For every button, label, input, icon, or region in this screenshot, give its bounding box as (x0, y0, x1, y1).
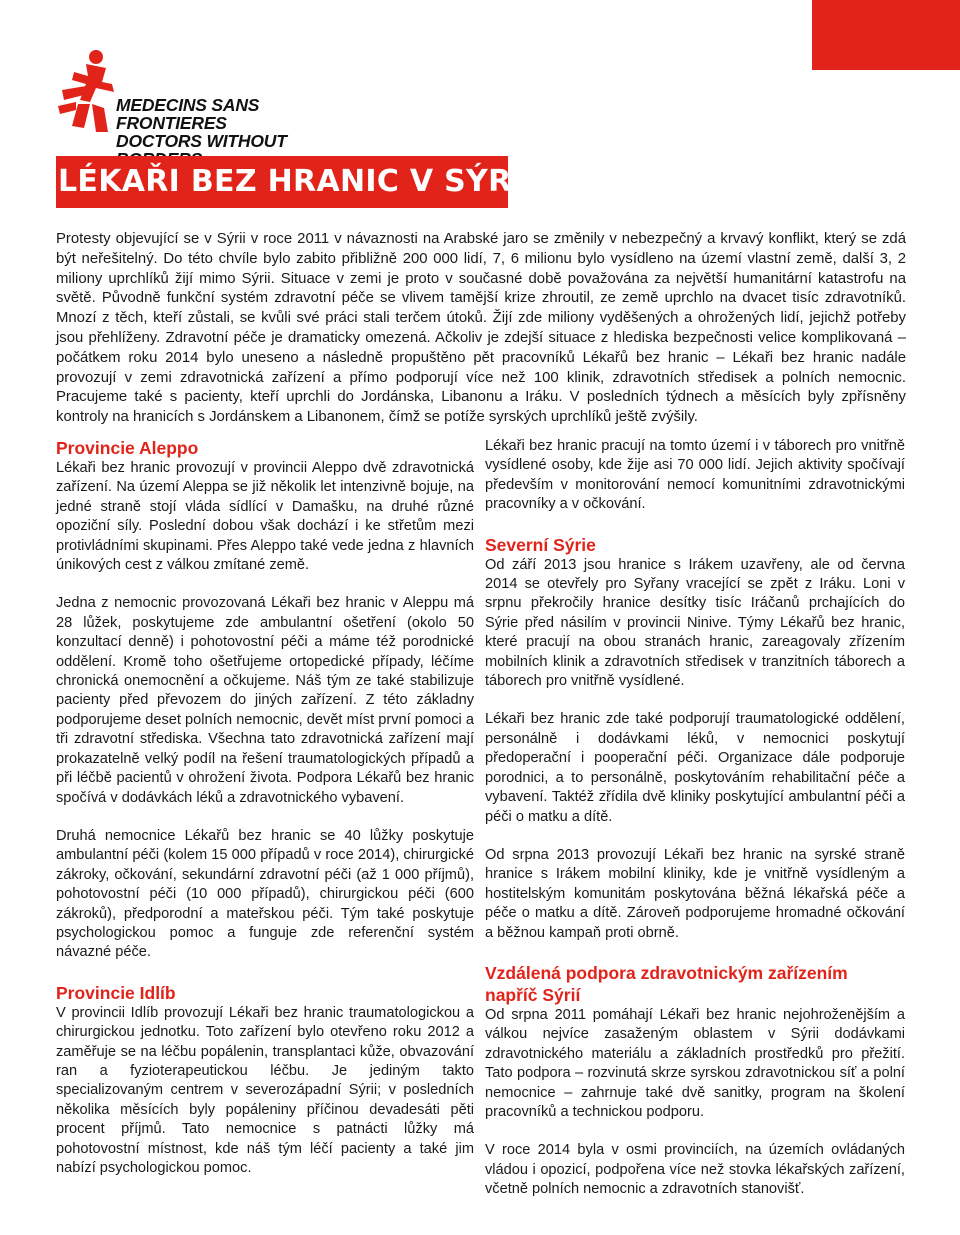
paragraph: Lékaři bez hranic pracují na tomto území i v táborech pro vnitřně vysídlené osoby, kde žije asi 70 000 lidí. Jejich aktivity spočívají především v monitorování nemocí komunitními zdravotnickými pracovníky a v očkování. (485, 438, 905, 513)
msf-logo (56, 46, 346, 151)
right-column (485, 437, 905, 1219)
paragraph: V roce 2014 byla v osmi provinciích, na územích ovládaných vládou i opozicí, podpořena více než stovka lékařských zařízení, včetně polních nemocnic a zdravotních stanovišť. (485, 1142, 905, 1198)
paragraph: Druhá nemocnice Lékařů bez hranic se 40 lůžky poskytuje ambulantní péči (kolem 15 000 případů v roce 2014), chirurgické zákroky, očkování, sekundární zdravotní péči (až 1 000 příjmů), pohotovostní péči (10 000 případů), chirurgickou péči (600 zákroků), předporodní a mateřskou péči. Tým také poskytuje psychologickou pomoc a funguje zde referenční systém návazné péče. (56, 827, 474, 961)
paragraph: Lékaři bez hranic provozují v provincii Aleppo dvě zdravotnická zařízení. Na území Aleppa se již několik let intenzivně bojuje, na jedné straně stojí vláda sídlící v Damašku, na druhé různé opoziční síly. Poslední dobou však dochází i ke střetům mezi protivládními skupinami. Přes Aleppo také vede jedna z hlavních únikových cest z válkou zmítané země. (56, 460, 474, 574)
paragraph: Lékaři bez hranic zde také podporují traumatologické oddělení, personálně i dodávkami léků, v nemocnici poskytují předoperační i pooperační péči. Organizace dále podporuje porodnici, a to personálně, poskytováním rehabilitační péče a vybavení. Taktéž zřídila dvě kliniky poskytující ambulantní péči a péči o matku a dítě. (485, 711, 905, 825)
paragraph: Jedna z nemocnic provozovaná Lékaři bez hranic v Aleppu má 28 lůžek, poskytujeme zde ambulantní ošetření (okolo 50 konzultací denně) i pohotovostní péči a máme též porodnické oddělení. Kromě toho ošetřujeme ortopedické případy, léčíme chronická onemocnění a očkujeme. Náš tým ze také stabilizuje pacienty před převozem do jiných zařízení. Z této základny podporujeme deset polních nemocnic, devět míst první pomoci a tři zdravotní střediska. Všechna tato zdravotnická zařízení mají prokazatelně velký podíl na řešení traumatologických případů a při léčbě pacientů v ohrožení života. Podpora Lékařů bez hranic spočívá v dodávkách léků a zdravotnického vybavení. (56, 595, 474, 806)
logo-line2: DOCTORS WITHOUT (116, 131, 287, 151)
intro-paragraph: Protesty objevující se v Sýrii v roce 2011 v návaznosti na Arabské jaro se změnily v nebezpečný a krvavý konflikt, který se zdá být neřešitelný. Do této chvíle bylo zabito přibližně 200 000 lidí, 7, 6 milionu bylo vysídleno na území vlastní země, další 3, 2 miliony uprchlíků žijí mimo Sýrii. Situace v zemi je proto v současné době považována za největší humanitární katastrofu na světě. Původně funkční systém zdravotní péče se vlivem tamější krize zhroutil, ze země uprchlo na dvacet tisíc zdravotníků. Mnozí z těch, kteří zůstali, se kvůli své práci stali terčem útoků. Žijí zde miliony vyděšených a ohrožených lidí, jejichž potřeby jsou přehlíženy. Zdravotní péče je dramaticky omezená. Ačkoliv je zdejší situace z hlediska bezpečnosti velice komplikovaná – počátkem roku 2014 bylo uneseno a následně propuštěno pět pracovníků Lékařů bez hranic – Lékaři bez hranic nadále provozují v zemi zdravotnická zařízení a přímo podporují více než 100 klinik, zdravotních středisek a polních nemocnic. Pracujeme také s pacienty, kteří uprchli do Jordánska, Libanonu a Iráku. V posledních týdnech a měsících byly zpřísněny kontroly na hranicích s Jordánskem a Libanonem, čímž se potíže syrských uprchlíků ještě zvýšily. (56, 231, 906, 426)
title-banner (56, 156, 535, 208)
section-heading-remote: Vzdálená podpora zdravotnickým zařízením napříč Sýrií (485, 962, 848, 1005)
corner-accent (812, 0, 960, 70)
paragraph: Od září 2013 jsou hranice s Irákem uzavřeny, ale od června 2014 se otevřely pro Syřany vracející se zpět z Iráku. Loni v srpnu překročily hranice desítky tisíc Iráčanů prchajících do Sýrie před násilím v provincii Ninive. Týmy Lékařů bez hranic, které pracují na obou stranách hranic, zareagovaly zřízením mobilních klinik a zdravotních středisek v tranzitních táborech a táborech pro vnitřně vysídlené. (485, 556, 905, 690)
section-heading-aleppo: Provincie Aleppo (56, 438, 199, 458)
page-title: LÉKAŘI BEZ HRANIC V SÝRII (58, 164, 535, 199)
left-column (56, 437, 474, 1197)
section-heading-north: Severní Sýrie (485, 534, 596, 555)
paragraph: Od srpna 2011 pomáhají Lékaři bez hranic nejohroženějším a válkou nejvíce zasaženým oblastem v Sýrii dodávkami zdravotnického materiálu a základních prostředků pro přežití. Tato podpora – rozvinutá skrze syrskou zdravotnickou síť a polní nemocnice – zahrnuje také dvě sanitky, program na školení pracovníků a technickou podporu. (485, 1006, 905, 1120)
paragraph: V provincii Idlíb provozují Lékaři bez hranic traumatologickou a chirurgickou jednotku. Toto zařízení bylo otevřeno roku 2012 a zaměřuje se na léčbu popálenin, transplantaci kůže, obvazování ran a fyzioterapeutickou léčbu. Je jediným takto specializovaným centrem v severozápadní Sýrii; v posledních několika měsících byly popáleniny příčinou devadesáti pěti procent příjmů. Tato nemocnice s patnácti lůžky má pohotovostní místnost, kde náš tým léčí pacienty a také jim nabízí psychologickou pomoc. (56, 1004, 474, 1176)
section-heading-idlib: Provincie Idlíb (56, 982, 176, 1003)
paragraph: Od srpna 2013 provozují Lékaři bez hranic na syrské straně hranice s Irákem mobilní kliniky, kde je vnitřně vysídleným a hostitelským komunitám poskytována běžná lékařská péče a péče o matku a dítě. Zároveň podporujeme hromadné očkování a běžnou kampaň proti obrně. (485, 846, 905, 941)
logo-line1: MEDECINS SANS FRONTIERES (116, 95, 260, 133)
